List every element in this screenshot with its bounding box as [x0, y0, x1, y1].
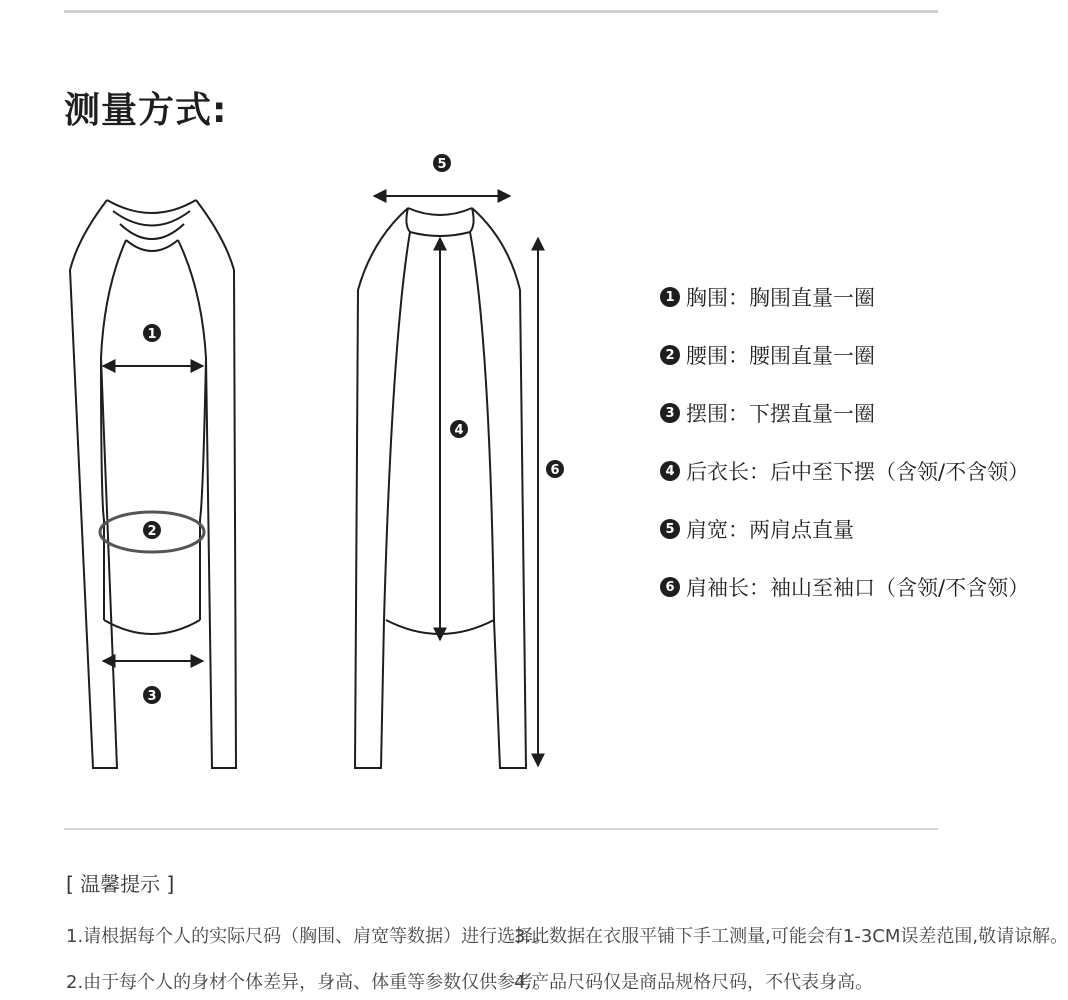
legend-text: 后衣长：后中至下摆（含领/不含领）: [686, 460, 1030, 484]
marker-1-label: 1: [147, 327, 157, 342]
tips-heading: [ 温馨提示 ]: [66, 872, 175, 896]
marker-2-label: 2: [147, 524, 157, 539]
page-title: 测量方式:: [64, 90, 228, 131]
measurement-legend: [660, 268, 1029, 616]
tip-item: 1.请根据每个人的实际尺码（胸围、肩宽等数据）进行选择。: [66, 926, 552, 947]
legend-number-badge: 1: [660, 287, 680, 307]
marker-3: [143, 686, 161, 704]
marker-5: [433, 154, 451, 172]
legend-item-sleeve-length: [660, 558, 1029, 616]
marker-1: [143, 324, 161, 342]
legend-item-chest: [660, 268, 1029, 326]
legend-text: 摆围：下摆直量一圈: [686, 402, 875, 426]
legend-item-hem: [660, 384, 1029, 442]
legend-item-shoulder: [660, 500, 1029, 558]
legend-number-badge: 5: [660, 519, 680, 539]
marker-6-label: 6: [550, 463, 560, 478]
legend-text: 肩袖长：袖山至袖口（含领/不含领）: [686, 576, 1030, 600]
tip-item: 2.由于每个人的身材个体差异，身高、体重等参数仅供参考。: [66, 972, 552, 993]
front-garment-outline: [70, 200, 236, 768]
marker-3-label: 3: [147, 689, 157, 704]
tip-item: 3.此数据在衣服平铺下手工测量,可能会有1-3CM误差范围,敬请谅解。: [514, 926, 1068, 947]
legend-number-badge: 3: [660, 403, 680, 423]
marker-4-label: 4: [454, 423, 464, 438]
legend-item-waist: [660, 326, 1029, 384]
marker-5-label: 5: [437, 157, 447, 172]
marker-6: [546, 460, 564, 478]
legend-text: 腰围：腰围直量一圈: [686, 344, 875, 368]
tip-item: 4.产品尺码仅是商品规格尺码，不代表身高。: [514, 972, 874, 993]
legend-text: 肩宽：两肩点直量: [686, 518, 854, 542]
legend-item-back-length: [660, 442, 1029, 500]
legend-text: 胸围：胸围直量一圈: [686, 286, 875, 310]
marker-4: [450, 420, 468, 438]
section-divider: [64, 828, 938, 830]
legend-number-badge: 2: [660, 345, 680, 365]
legend-number-badge: 4: [660, 461, 680, 481]
marker-2: [143, 521, 161, 539]
legend-number-badge: 6: [660, 577, 680, 597]
